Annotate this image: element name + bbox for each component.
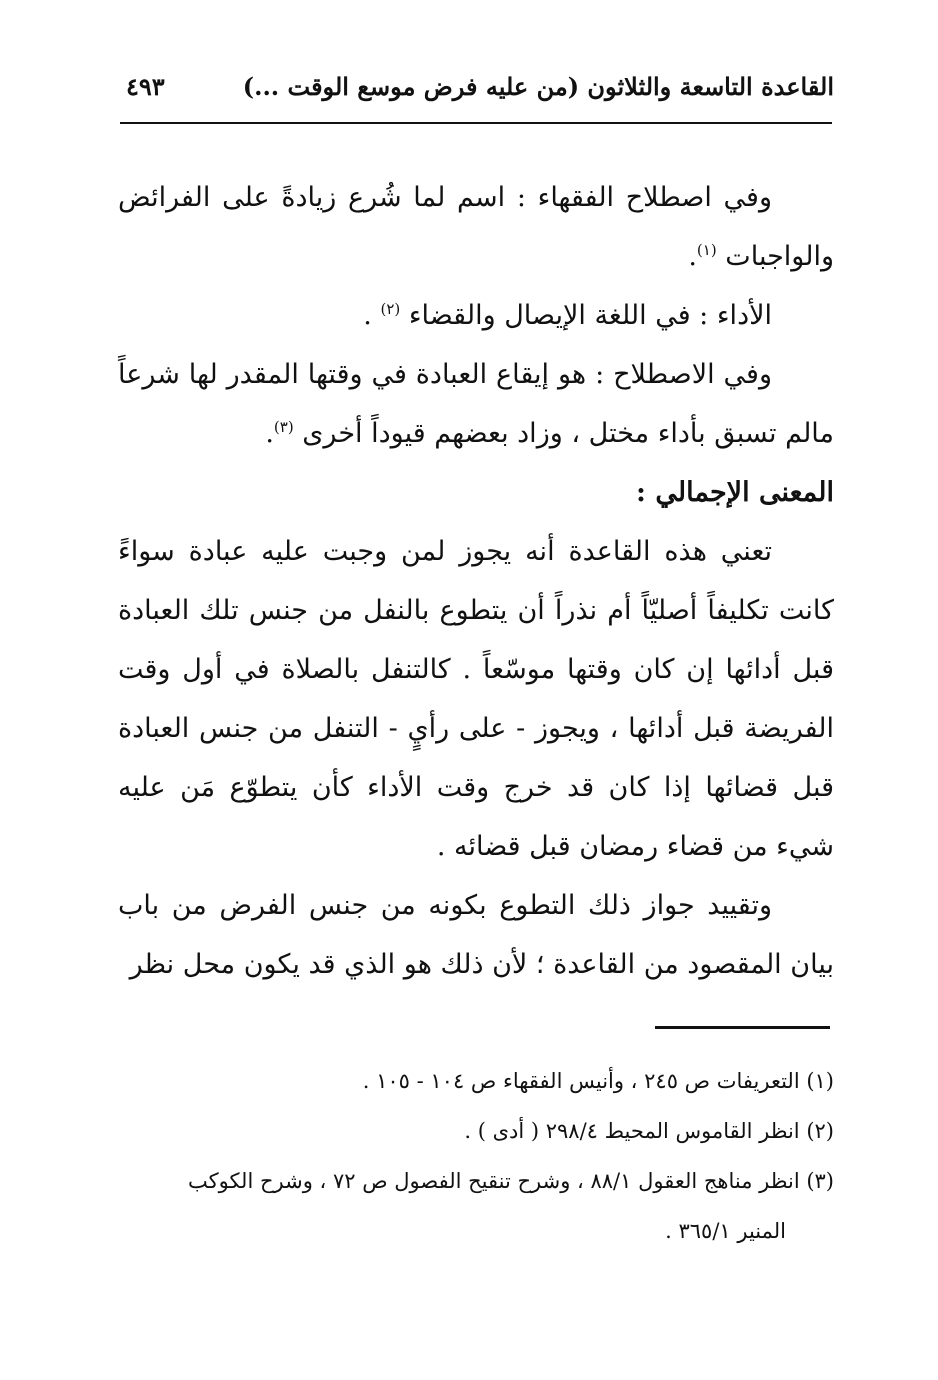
footnote-ref: (١)	[696, 241, 717, 259]
paragraph-restriction: وتقييد جواز ذلك التطوع بكونه من جنس الفرض من باب بيان المقصود من القاعدة ؛ لأن ذلك هو الذي قد يكون محل نظر	[118, 890, 834, 980]
paragraph-ada-lugha: الأداء : في اللغة الإيصال والقضاء $^{(٢)}$ .	[363, 300, 772, 331]
paragraph-fiqh-definition: وفي اصطلاح الفقهاء : اسم لما شُرع زيادةً على الفرائض والواجبات $^{(١)}$.	[118, 182, 834, 272]
footnote-ref: (٣)	[273, 418, 294, 436]
header-rule	[120, 122, 832, 124]
main-text	[118, 168, 834, 994]
footnote-3: (٣) انظر مناهج العقول ٨٨/١ ، وشرح تنقيح الفصول ص ٧٢ ، وشرح الكوكب	[187, 1169, 834, 1193]
paragraph-summary: تعني هذه القاعدة أنه يجوز لمن وجبت عليه عبادة سواءً كانت تكليفاً أصليّاً أم نذراً أن يتطوع بالنفل من جنس تلك العبادة قبل أدائها إن كان وقتها موسّعاً . كالتنفل بالصلاة في أول وقت الفريضة قبل أدائها ، ويجوز - على رأيٍ - التنفل من جنس العبادة قبل قضائها إذا كان قد خرج وقت الأداء كأن يتطوّع مَن عليه شيء من قضاء رمضان قبل قضائه .	[118, 536, 834, 862]
footnote-1: (١) التعريفات ص ٢٤٥ ، وأنيس الفقهاء ص ١٠٤ - ١٠٥ .	[362, 1069, 834, 1093]
footnote-2: (٢) انظر القاموس المحيط ٢٩٨/٤ ( أدى ) .	[464, 1119, 834, 1143]
paragraph-text: وفي الاصطلاح : هو إيقاع العبادة في وقتها المقدر لها شرعاً مالم تسبق بأداء مختل ، وزاد بعضهم قيوداً أخرى	[118, 359, 834, 449]
running-header	[120, 72, 834, 116]
paragraph-text: وفي اصطلاح الفقهاء : اسم لما شُرع زيادةً على الفرائض والواجبات	[118, 182, 834, 272]
paragraph-ada-istilah: وفي الاصطلاح : هو إيقاع العبادة في وقتها المقدر لها شرعاً مالم تسبق بأداء مختل ، وزاد بعضهم قيوداً أخرى $^{(٣)}$.	[118, 359, 834, 449]
footnote-separator	[655, 1026, 830, 1029]
footnote-3-continuation: المنير ٣٦٥/١ .	[665, 1219, 786, 1243]
paragraph-text: الأداء : في اللغة الإيصال والقضاء	[408, 300, 772, 331]
section-heading: المعنى الإجمالي :	[636, 477, 834, 508]
header-title: القاعدة التاسعة والثلاثون (من عليه فرض موسع الوقت ...)	[242, 72, 834, 101]
footnote-ref: (٢)	[380, 300, 401, 318]
footnotes	[118, 1056, 834, 1256]
page-number: ٤٩٣	[126, 72, 165, 101]
